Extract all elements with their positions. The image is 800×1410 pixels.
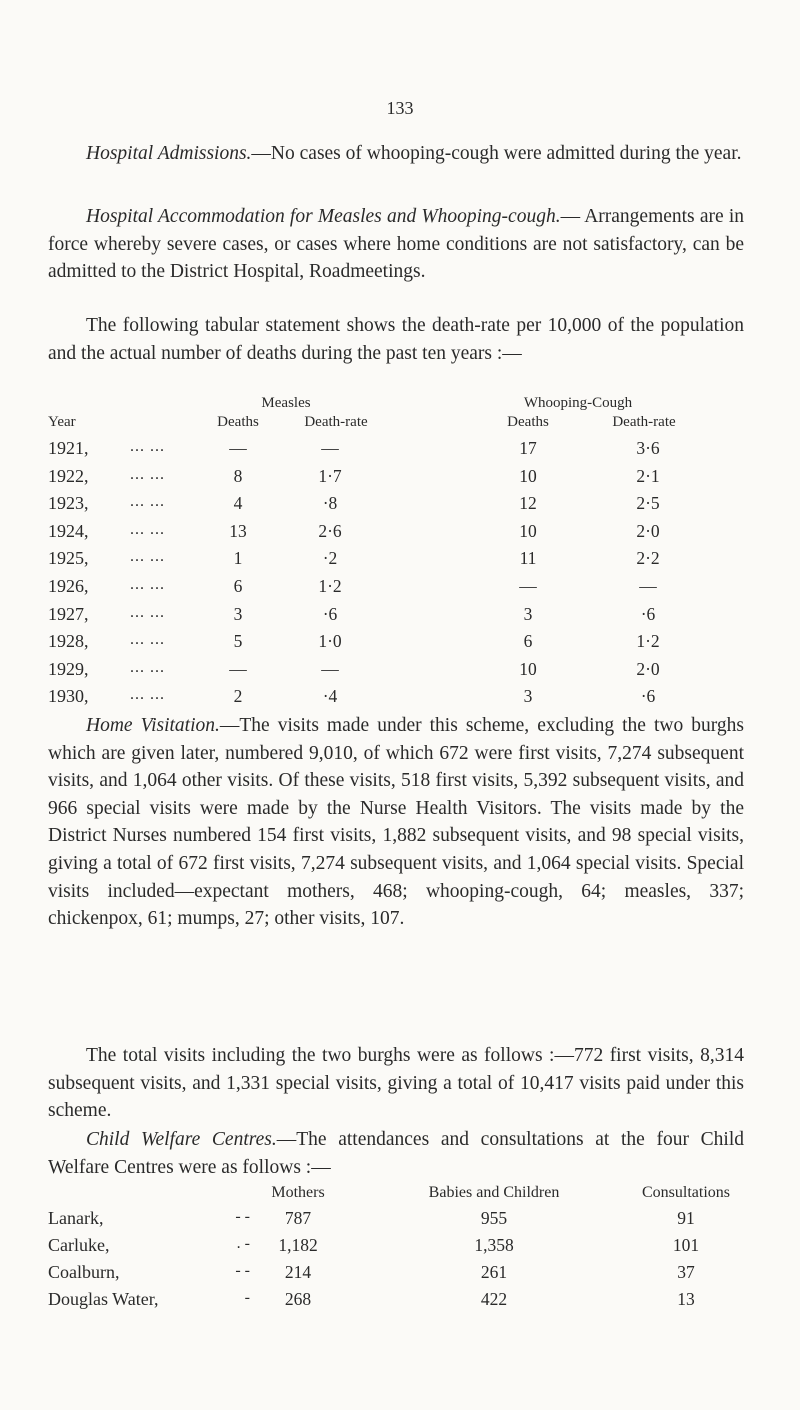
leader-dots: ... ... [130,686,165,704]
mothers-cell: 1,182 [278,1235,318,1255]
whooping-rate-cell: ·6 [640,603,656,624]
measles-deaths-cell: 4 [233,493,243,514]
whooping-rate-cell: 2·5 [636,493,660,514]
year-cell: 1921, [48,438,89,458]
year-cell: 1925, [48,548,89,569]
leader-dash: - - [235,1208,250,1225]
measles-deaths-cell: 2 [233,686,243,707]
whooping-deaths-cell: 6 [523,631,533,652]
measles-rate-cell: 1·0 [318,631,342,652]
year-cell: 1924, [48,520,89,541]
year-cell: 1928, [48,631,89,652]
leader-dots: ... ... [130,576,165,593]
child-welfare-heading: Child Welfare Centres. [86,1129,277,1150]
whooping-deaths-cell: 11 [519,548,537,569]
home-visitation-paragraph [48,712,744,933]
whooping-rate-cell: — [639,576,657,596]
measles-rate-cell: ·8 [322,493,338,514]
measles-rate-cell: 2·6 [318,520,342,541]
year-cell: 1922, [48,465,89,486]
hospital-admissions-heading: Hospital Admissions. [86,143,252,164]
whooping-deaths-cell: 12 [519,493,537,514]
measles-rate-cell: — [321,658,339,679]
year-header: Year [48,414,76,430]
leader-dots: ... ... [130,548,165,566]
statement-intro-paragraph: The following tabular statement shows the death-rate per 10,000 of the population and the actual number of deaths during the past ten years :— [48,315,744,364]
year-cell: 1923, [48,493,89,514]
babies-cell: 261 [480,1262,508,1282]
whooping-rate-cell: ·6 [640,686,656,707]
consultations-cell: 91 [677,1208,695,1228]
whooping-rate-cell: 3·6 [636,438,660,458]
consultations-cell: 37 [677,1262,695,1282]
centre-cell: Coalburn, [48,1262,120,1282]
child-welfare-paragraph [48,1126,744,1181]
measles-rate-cell: 1·7 [318,465,342,486]
hospital-accommodation-heading: Hospital Accommodation for Measles and Whooping-cough. [86,206,561,227]
babies-cell: 955 [480,1208,508,1228]
home-visitation-text: —The visits made under this scheme, excluding the two burghs which are given later, numbered 9,010, of which 672 were first visits, 7,274 subsequent visits, and 1,064 other visits. Of these visits, 518 first visits, 5,392 subsequent visits, and 966 special visits were made by the Nurse Health Visitors. The visits made by the District Nurses numbered 154 first visits, 1,882 subsequent visits, and 98 special visits, giving a total of 672 first visits, 7,274 subsequent visits, and 1,064 special visits. Special visits included—expectant mothers, 468; whooping-cough, 64; measles, 337; chickenpox, 61; mumps, 27; other visits, 107. [48,715,744,930]
hospital-accommodation-paragraph [48,203,744,286]
leader-dots: ... ... [130,493,165,511]
leader-dots: ... ... [130,658,165,676]
leader-dash: . - [236,1235,250,1252]
mothers-cell: 214 [284,1262,312,1282]
consultations-cell: 101 [672,1235,700,1255]
whooping-deaths-cell: — [519,576,537,596]
consultations-cell: 13 [677,1289,695,1309]
measles-deaths-header: Deaths [217,414,259,430]
home-visitation-heading: Home Visitation. [86,715,220,736]
whooping-deaths-cell: 10 [519,658,537,679]
centre-cell: Lanark, [48,1208,104,1228]
measles-rate-cell: 1·2 [318,576,342,596]
babies-cell: 422 [480,1289,508,1309]
whooping-rate-cell: 2·2 [636,548,660,569]
child-welfare-text: —The attendances and consultations at the four Child Welfare Centres were as follows :— [48,1129,744,1178]
measles-rate-cell: ·4 [322,686,338,707]
measles-deaths-cell: 13 [229,520,247,541]
whooping-rate-cell: 2·0 [636,658,660,679]
whooping-deaths-cell: 17 [519,438,537,458]
whooping-rate-cell: 2·0 [636,520,660,541]
measles-deaths-cell: 1 [233,548,243,569]
babies-header: Babies and Children [428,1184,560,1201]
year-cell: 1930, [48,686,89,707]
whooping-deaths-cell: 3 [523,603,533,624]
whooping-deaths-cell: 3 [523,686,533,707]
year-cell: 1926, [48,576,89,596]
measles-deaths-cell: — [229,658,247,679]
leader-dots: ... ... [130,465,165,483]
hospital-admissions-text: —No cases of whooping-cough were admitted during the year. [251,143,742,164]
whooping-rate-cell: 2·1 [636,465,660,486]
measles-rate-header: Death-rate [304,414,368,430]
measles-deaths-cell: 6 [233,576,243,596]
measles-rate-cell: ·2 [322,548,338,569]
leader-dots: ... ... [130,438,165,455]
total-visits-paragraph: The total visits including the two burghs were as follows :—772 first visits, 8,314 subsequent visits, and 1,331 special visits, giving a total of 10,417 visits paid under this scheme. [48,1045,744,1122]
centre-cell: Douglas Water, [48,1289,159,1309]
mothers-cell: 268 [284,1289,312,1309]
leader-dots: ... ... [130,603,165,621]
centre-cell: Carluke, [48,1235,110,1255]
leader-dash: - [244,1289,250,1306]
mothers-header: Mothers [271,1184,325,1201]
measles-deaths-cell: — [229,438,247,458]
leader-dots: ... ... [130,520,165,538]
hospital-accommodation-text: — Arrangements are in force whereby severe cases, or cases where home conditions are not satisfactory, can be admitted to the District Hospital, Roadmeetings. [48,206,744,283]
babies-cell: 1,358 [474,1235,514,1255]
whooping-deaths-header: Deaths [507,414,549,430]
measles-deaths-cell: 3 [233,603,243,624]
page-number: 133 [386,98,414,118]
measles-deaths-cell: 8 [233,465,243,486]
year-cell: 1929, [48,658,89,679]
whooping-header: Whooping-Cough [523,395,633,411]
measles-rate-cell: ·6 [322,603,338,624]
whooping-rate-header: Death-rate [612,414,676,430]
mothers-cell: 787 [284,1208,312,1228]
whooping-deaths-cell: 10 [519,465,537,486]
whooping-deaths-cell: 10 [519,520,537,541]
measles-deaths-cell: 5 [233,631,243,652]
whooping-rate-cell: 1·2 [636,631,660,652]
consultations-header: Consultations [641,1184,731,1201]
leader-dash: - - [235,1262,250,1279]
hospital-admissions-paragraph [48,140,744,168]
leader-dots: ... ... [130,631,165,649]
measles-rate-cell: — [321,438,339,458]
year-cell: 1927, [48,603,89,624]
measles-header: Measles [261,395,311,411]
